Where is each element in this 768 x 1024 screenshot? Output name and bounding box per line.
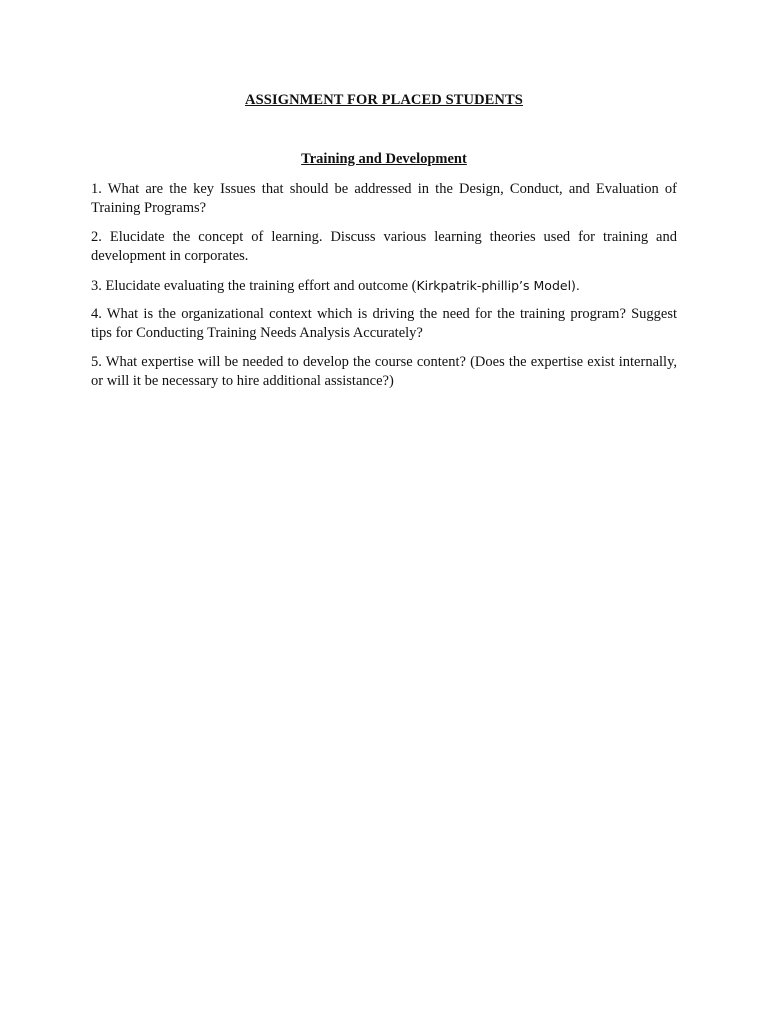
question-1: 1. What are the key Issues that should be addressed in the Design, Conduct, and Evaluation of Training Programs? [91, 181, 677, 216]
question-4: 4. What is the organizational context which is driving the need for the training program? Suggest tips for Conducting Training Needs Analysis Accurately? [91, 306, 677, 341]
question-list [91, 180, 677, 401]
question-3-model-reference: Kirkpatrik-phillip’s Model). [416, 278, 580, 293]
question-2: 2. Elucidate the concept of learning. Discuss various learning theories used for training and development in corporates. [91, 229, 677, 264]
document-title: ASSIGNMENT FOR PLACED STUDENTS [245, 92, 523, 108]
question-3 [91, 276, 677, 296]
question-5: 5. What expertise will be needed to develop the course content? (Does the expertise exist internally, or will it be necessary to hire additional assistance?) [91, 354, 677, 389]
question-3-text: 3. Elucidate evaluating the training effort and outcome ( [91, 278, 417, 294]
section-heading: Training and Development [301, 151, 467, 167]
